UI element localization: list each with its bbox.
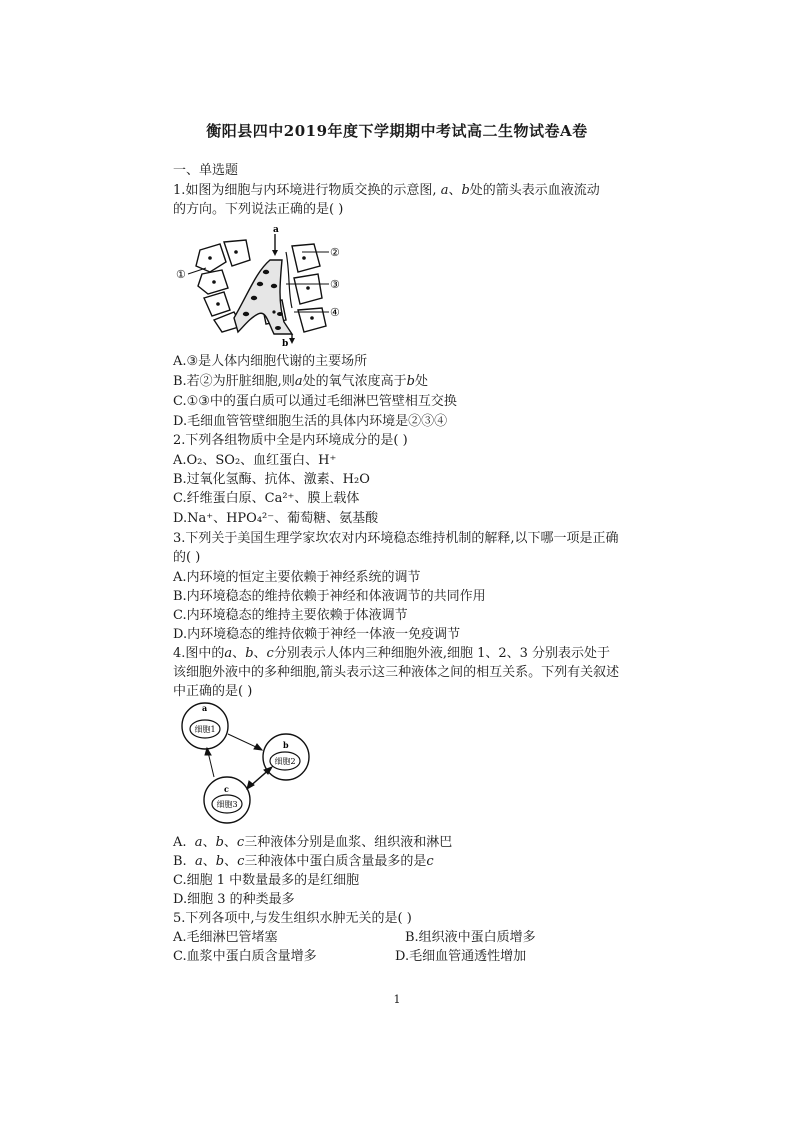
fig1-label-b: b — [282, 339, 289, 349]
q4-option-b: B. a、b、c三种液体中蛋白质含量最多的是c — [173, 854, 434, 869]
fig1-label-1: ① — [176, 268, 186, 281]
q5-option-d: D.毛细血管通透性增加 — [395, 949, 527, 964]
q2-option-c: C.纤维蛋白原、Ca²⁺、膜上载体 — [173, 491, 360, 506]
q4-stem-line3: 中正确的是( ) — [173, 684, 253, 699]
q4-option-d: D.细胞 3 的种类最多 — [173, 892, 295, 907]
fig1-label-4: ④ — [330, 306, 340, 319]
page-number: 1 — [393, 993, 401, 1006]
q1-option-d: D.毛细血管管壁细胞生活的具体内环境是②③④ — [173, 414, 448, 429]
q5-stem: 5.下列各项中,与发生组织水肿无关的是( ) — [173, 911, 412, 926]
fig1-label-3: ③ — [330, 278, 340, 291]
q3-option-c: C.内环境稳态的维持主要依赖于体液调节 — [173, 608, 408, 623]
q4-option-c: C.细胞 1 中数量最多的是红细胞 — [173, 873, 360, 888]
section-heading: 一、单选题 — [173, 163, 239, 178]
q3-option-b: B.内环境稳态的维持依赖于神经和体液调节的共同作用 — [173, 589, 486, 604]
q4-label-a: a — [202, 703, 208, 713]
q1-option-b: B.若②为肝脏细胞,则a处的氧气浓度高于b处 — [173, 374, 428, 389]
q5-option-a: A.毛细淋巴管堵塞 — [173, 930, 278, 945]
q2-option-b: B.过氧化氢酶、抗体、激素、H₂O — [173, 472, 370, 487]
page-title: 衡阳县四中2019年度下学期期中考试高二生物试卷A卷 — [206, 122, 588, 140]
fig1-label-a: a — [273, 225, 279, 235]
fig1-label-2: ② — [330, 246, 340, 259]
q3-stem-line1: 3.下列关于美国生理学家坎农对内环境稳态维持机制的解释,以下哪一项是正确 — [173, 531, 619, 546]
q2-option-d: D.Na⁺、HPO₄²⁻、葡萄糖、氨基酸 — [173, 511, 379, 526]
q3-option-d: D.内环境稳态的维持依赖于神经一体液一免疫调节 — [173, 627, 461, 642]
q4-label-cell1: 细胞1 — [194, 725, 216, 734]
q1-cell-exchange-figure — [174, 222, 354, 350]
q3-option-a: A.内环境的恒定主要依赖于神经系统的调节 — [173, 570, 421, 585]
q1-stem-line1: 1.如图为细胞与内环境进行物质交换的示意图, a、b处的箭头表示血液流动 — [173, 183, 600, 198]
q1-option-a: A.③是人体内细胞代谢的主要场所 — [173, 354, 368, 369]
q4-stem-line1: 4.图中的a、b、c分别表示人体内三种细胞外液,细胞 1、2、3 分别表示处于 — [173, 646, 611, 661]
q1-option-c: C.①③中的蛋白质可以通过毛细淋巴管壁相互交换 — [173, 394, 457, 409]
q1-stem-line2: 的方向。下列说法正确的是( ) — [173, 202, 344, 217]
q2-option-a: A.O₂、SO₂、血红蛋白、H⁺ — [173, 453, 337, 468]
q4-option-a: A. a、b、c三种液体分别是血浆、组织液和淋巴 — [173, 835, 453, 850]
q4-fluid-cycle-diagram — [178, 700, 328, 826]
q4-stem-line2: 该细胞外液中的多种细胞,箭头表示这三种液体之间的相互关系。下列有关叙述 — [173, 665, 620, 680]
q4-label-cell3: 细胞3 — [216, 800, 238, 809]
q4-label-cell2: 细胞2 — [274, 757, 296, 766]
q4-label-c: c — [224, 784, 229, 794]
q5-option-c: C.血浆中蛋白质含量增多 — [173, 949, 317, 964]
q5-option-b: B.组织液中蛋白质增多 — [405, 930, 536, 945]
q2-stem: 2.下列各组物质中全是内环境成分的是( ) — [173, 433, 408, 448]
q4-label-b: b — [283, 740, 289, 750]
q3-stem-line2: 的( ) — [173, 550, 201, 565]
